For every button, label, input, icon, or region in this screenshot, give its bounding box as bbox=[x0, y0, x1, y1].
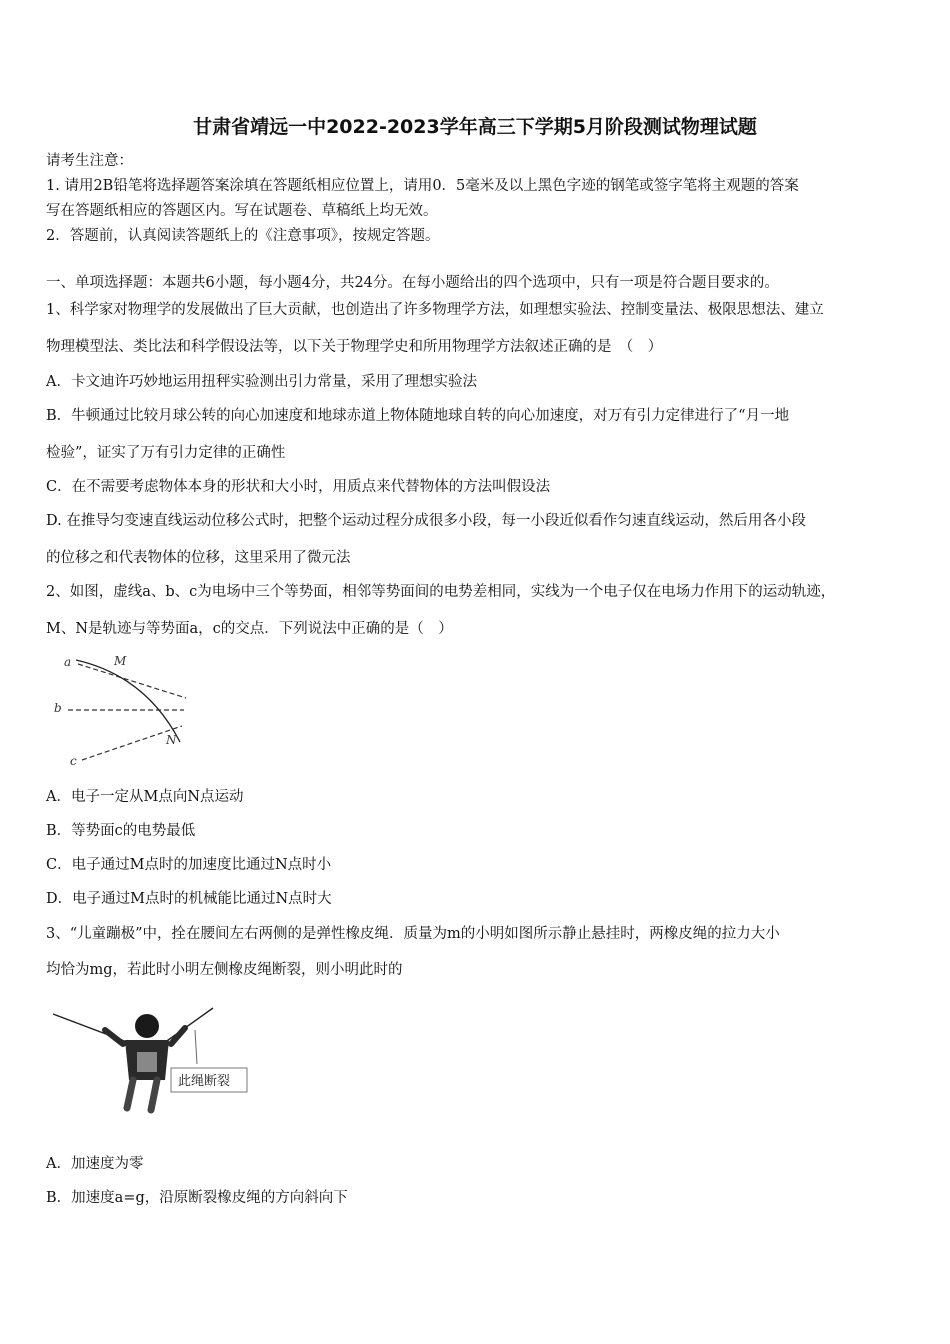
electron-trajectory bbox=[76, 660, 180, 742]
q3-stem-2: 均恰为mg，若此时小明左侧橡皮绳断裂，则小明此时的 bbox=[46, 962, 403, 978]
section-heading: 一、单项选择题：本题共6小题，每小题4分，共24分。在每小题给出的四个选项中，只有一项是符合题目要求的。 bbox=[46, 275, 779, 291]
pointer-line bbox=[195, 1030, 197, 1064]
q2-option-b: B．等势面c的电势最低 bbox=[46, 823, 196, 839]
q2-option-a: A．电子一定从M点向N点运动 bbox=[46, 789, 244, 805]
bungee-child-figure bbox=[45, 1000, 255, 1130]
q1-option-d-line-2: 的位移之和代表物体的位移，这里采用了微元法 bbox=[46, 550, 351, 566]
label-N: N bbox=[166, 733, 177, 747]
q1-option-a: A．卡文迪许巧妙地运用扭秤实验测出引力常量，采用了理想实验法 bbox=[46, 374, 477, 390]
q3-option-a: A．加速度为零 bbox=[46, 1156, 144, 1172]
page-title: 甘肃省靖远一中2022-2023学年高三下学期5月阶段测试物理试题 bbox=[193, 116, 757, 138]
q1-stem-1: 1、科学家对物理学的发展做出了巨大贡献，也创造出了许多物理学方法，如理想实验法、控制变量法、极限思想法、建立 bbox=[46, 302, 824, 318]
rope-broken-label: 此绳断裂 bbox=[178, 1074, 231, 1089]
q3-stem-1: 3、“儿童蹦极”中，拴在腰间左右两侧的是弹性橡皮绳．质量为m的小明如图所示静止悬挂时，两橡皮绳的拉力大小 bbox=[46, 926, 780, 942]
harness bbox=[137, 1052, 157, 1072]
q2-option-d: D．电子通过M点时的机械能比通过N点时大 bbox=[46, 891, 332, 907]
label-c: c bbox=[70, 754, 77, 768]
q2-stem-1: 2、如图，虚线a、b、c为电场中三个等势面，相邻等势面间的电势差相同，实线为一个电子仅在电场力作用下的运动轨迹， bbox=[46, 584, 836, 600]
notice-line-1: 1. 请用2B铅笔将选择题答案涂填在答题纸相应位置上，请用0．5毫米及以上黑色字迹的钢笔或签字笔将主观题的答案 bbox=[46, 178, 799, 194]
q1-option-c: C．在不需要考虑物体本身的形状和大小时，用质点来代替物体的方法叫假设法 bbox=[46, 479, 551, 495]
q2-stem-2: M、N是轨迹与等势面a，c的交点．下列说法中正确的是（ ） bbox=[46, 621, 453, 637]
q1-stem-2: 物理模型法、类比法和科学假设法等，以下关于物理学史和所用物理学方法叙述正确的是 （ ） bbox=[46, 339, 663, 355]
q3-option-b: B．加速度a=g，沿原断裂橡皮绳的方向斜向下 bbox=[46, 1190, 348, 1206]
q2-option-c: C．电子通过M点时的加速度比通过N点时小 bbox=[46, 857, 332, 873]
equipotential-diagram bbox=[50, 650, 200, 775]
child-legs bbox=[127, 1080, 157, 1110]
equipotential-a bbox=[78, 664, 186, 698]
notice-line-2: 2．答题前，认真阅读答题纸上的《注意事项》，按规定答题。 bbox=[46, 228, 440, 244]
notice-line-1b: 写在答题纸相应的答题区内。写在试题卷、草稿纸上均无效。 bbox=[46, 203, 438, 219]
label-b: b bbox=[54, 701, 62, 715]
notice-heading: 请考生注意： bbox=[46, 153, 133, 169]
q1-option-b-line-2: 检验”，证实了万有引力定律的正确性 bbox=[46, 445, 286, 461]
child-head bbox=[135, 1014, 159, 1038]
label-M: M bbox=[114, 654, 127, 668]
label-a: a bbox=[64, 655, 72, 669]
q1-option-d-line-1: D. 在推导匀变速直线运动位移公式时，把整个运动过程分成很多小段，每一小段近似看作匀速直线运动，然后用各小段 bbox=[46, 513, 806, 529]
q1-option-b-line-1: B．牛顿通过比较月球公转的向心加速度和地球赤道上物体随地球自转的向心加速度，对万有引力定律进行了“月一地 bbox=[46, 408, 790, 424]
